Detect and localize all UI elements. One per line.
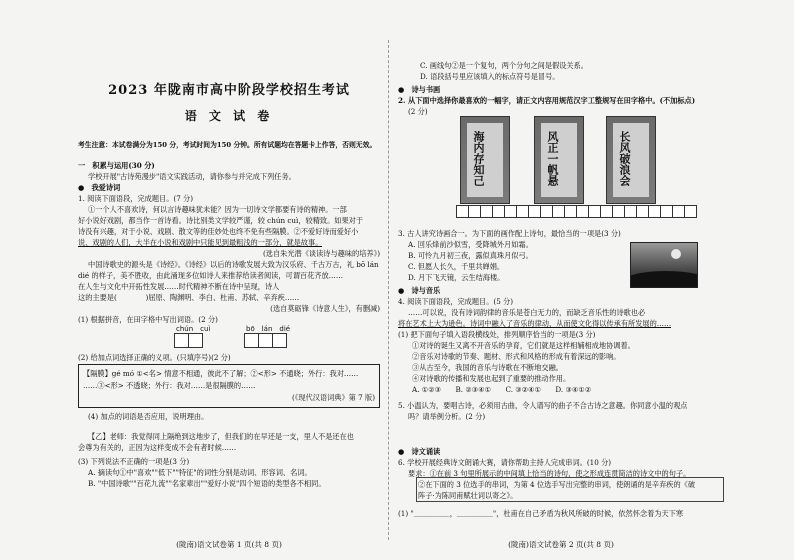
passage-line: 诗没有兴趣，对于小说、戏剧、散文等的佳妙处也终不免有些隔膜。②不爱好诗而爱好小 [78, 227, 359, 236]
passage-line: 好小说好戏剧，都当作一首诗看。诗比别类文学较严谨，较 chún cuì，较精致。如果对于 [78, 216, 364, 225]
passage-line: 中国诗歌史的源头是《诗经》。《诗经》以后的诗歌发展大致为汉乐府、千古万古，礼 bō lán [88, 260, 379, 269]
option-c: C. 但愿人长久，千里共婵娟。 [408, 262, 505, 271]
calligraphy-image [606, 116, 656, 204]
question-6: 6. 学校开展经典诗文朗诵大赛，请你帮助主持人完成串词。(10 分) [398, 458, 612, 467]
calligraphy-answer-grid[interactable] [456, 205, 696, 218]
activity-intro: 学校开展"古诗苑漫步"语文实践活动，请你参与并完成下列任务。 [88, 172, 296, 181]
points: (2 分) [408, 107, 428, 116]
option-c: C. 画线句②是一个复句，两个分句之间是假设关系。 [420, 61, 588, 70]
moon-icon [671, 249, 681, 259]
dictionary-entry: ……③<形> 不透晓；外行：我对……是很隔膜的…… [83, 381, 256, 390]
exam-subtitle: 语 文 试 卷 [184, 109, 274, 123]
passage-line: ①一个人不喜欢诗，何以言诗趣味犹未能？因为一切诗文学都要有诗的精神。一部 [88, 205, 347, 214]
sentence-item: ②音乐对诗歌的节奏、题材、形式和风格的形成有着深远的影响。 [412, 352, 621, 361]
calligraphy-text: 海内存知己 [472, 131, 485, 186]
answer-options: A. ①②③ B. ②③④① C. ③②④① D. ③④①② [412, 385, 592, 394]
dictionary-box [78, 364, 380, 408]
passage-line: 在人生与文化中开拓性发展……时代精神不断在诗中呈现，诗人 [78, 282, 280, 291]
question-1-3: (3) 下列说法不正确的一项是(3 分) [78, 457, 190, 466]
option-b: B. "中国诗歌""百花九流""名家辈出""爱好小说"四个短语的类型各不相同。 [88, 479, 326, 488]
requirement: 阵子·为陈同甫赋壮词以寄之》。 [418, 491, 518, 500]
page-footer: (陇南)语文试卷第 1 页(共 8 页) [176, 540, 282, 549]
question-2: 2. 从下面中选择你最喜欢的一幅字，请正文内容用规范汉字工整规写在田字格中。(不加标点) [398, 96, 696, 105]
exam-title: 2023 年陇南市高中阶段学校招生考试 [108, 83, 350, 98]
question-5-cont: 吗？请举例分析。(2 分) [408, 412, 486, 421]
sentence-item: ④对诗歌的传播和发展也起到了重要的推动作用。 [412, 374, 571, 383]
fill-in-line: (1) "＿＿＿＿＿，＿＿＿＿＿"，杜甫在自己矛盾为秋风所破的时候，依然怀念着为天下寒 [398, 509, 684, 518]
page-2 [398, 0, 724, 560]
subsection-heading: ● 诗与书画 [398, 85, 441, 94]
subsection-heading: ● 我爱诗词 [78, 183, 121, 192]
passage-line: 说、戏剧的人们，大半在小说和戏剧中只能见到最粗浅的一部分，就是故事。 [78, 238, 323, 247]
requirement: 要求：①在前 3 句里所展示的中间填上恰当的诗句，使之形成连贯简洁的诗文中的句子。 [408, 469, 691, 478]
question-1: 1. 阅读下面语段，完成题目。(7 分) [78, 194, 194, 203]
passage-line: dié 的样子，美不胜收，由此涌现多位如诗人来推荐给读者阅读，可谓百花齐放…… [78, 271, 344, 280]
page-divider [388, 40, 390, 540]
option-b: B. 可怜九月初三夜，露似真珠月似弓。 [408, 251, 533, 260]
passage-line: 将在艺术上大为逊色。诗词中融入了音乐的律动，从而使文化得以传承有所发展的…… [398, 319, 672, 328]
dictionary-entry: 【隔膜】gé mó ①<名> 情意不相通，彼此不了解；②<形> 不通晓；外行：我对…… [83, 369, 359, 378]
calligraphy-text: 长风破浪会 [618, 131, 631, 186]
option-a: A. 回乐烽前沙似雪，受降城外月如霜。 [408, 240, 533, 249]
requirement: ②在下面的 3 位选手的串词，为第 4 位选手写出完整的串词，使朗诵的是辛弃疾的《破 [418, 480, 696, 489]
passage-line: 这的主要是( )屈原、陶渊明、李白、杜甫、苏轼、辛弃疾…… [78, 293, 300, 302]
calligraphy-image [460, 116, 510, 204]
question-1-1: (1) 根据拼音，在田字格中写出词语。(2 分) [78, 315, 218, 324]
passage-line: ……可以说，没有诗词韵律的音乐是苍白无力的，而缺乏音乐性的诗歌也必 [408, 308, 646, 317]
subsection-heading: ● 诗文诵读 [398, 447, 441, 456]
option-a: A. 摘读句①中"喜欢""低下""特征"的词性分别是动词、形容词、名词。 [88, 468, 312, 477]
passage-line: (4) 加点的词语是否应用，说明理由。 [88, 412, 209, 421]
calligraphy-image [534, 116, 584, 204]
section-heading-1: 一 积累与运用(30 分) [78, 161, 155, 170]
page-1 [78, 0, 380, 560]
passage-line: 会尊为有关的，正因为这样变成不会有者时候…… [78, 443, 237, 452]
exam-notice: 考生注意：本试卷满分为150 分，考试时间为150 分钟。所有试题均在答题卡上作答，否则无效。 [78, 141, 377, 149]
painting-image [630, 242, 698, 288]
answer-grid[interactable] [244, 333, 286, 348]
option-d: D. 语段括号里应该填入的标点符号是冒号。 [420, 72, 560, 81]
dictionary-citation: (《现代汉语词典》第 7 版) [291, 393, 375, 402]
page-footer: (陇南)语文试卷第 2 页(共 8 页) [508, 540, 614, 549]
citation: (选自朱光潜《谈读诗与趣味的培养》) [262, 249, 380, 258]
option-d: D. 月下飞天镜，云生结海楼。 [408, 273, 505, 282]
calligraphy-text: 风正一帆悬 [546, 131, 559, 186]
passage-line: 【乙】老师：我觉得同上隔绝到这地步了，但我们的在早还是一支，里人不是还在也 [88, 432, 354, 441]
question-1-2: (2) 给加点词选择正确的义项。(只填序号)(2 分) [78, 353, 231, 362]
question-5: 5. 小温认为，要唱古诗，必须用古曲，令人谱写的曲子不合古诗之意趣。你同意小温的观点 [398, 401, 688, 410]
question-3: 3. 古人讲究诗画合一。为下面的画作配上诗句，最恰当的一项是(3 分) [398, 229, 621, 238]
answer-grid[interactable] [174, 333, 202, 348]
subsection-heading: ● 诗与音乐 [398, 286, 441, 295]
pinyin-label: chún cuì [176, 325, 211, 333]
question-4-1: (1) 把下面句子填入语段横线处，排列顺序恰当的一项是(3 分) [398, 330, 596, 339]
question-4: 4. 阅读下面语段，完成题目。(5 分) [398, 297, 514, 306]
sentence-item: ③从古至今，我国的音乐与诗歌在不断地交融。 [412, 363, 563, 372]
pinyin-label: bō lán dié [246, 325, 291, 333]
citation: (选自莫砺锋《诗意人生》，有删减) [270, 304, 380, 313]
sentence-item: ①对诗的诞生又离不开音乐的孕育，它们就是这样相辅相成地协调着。 [412, 341, 635, 350]
